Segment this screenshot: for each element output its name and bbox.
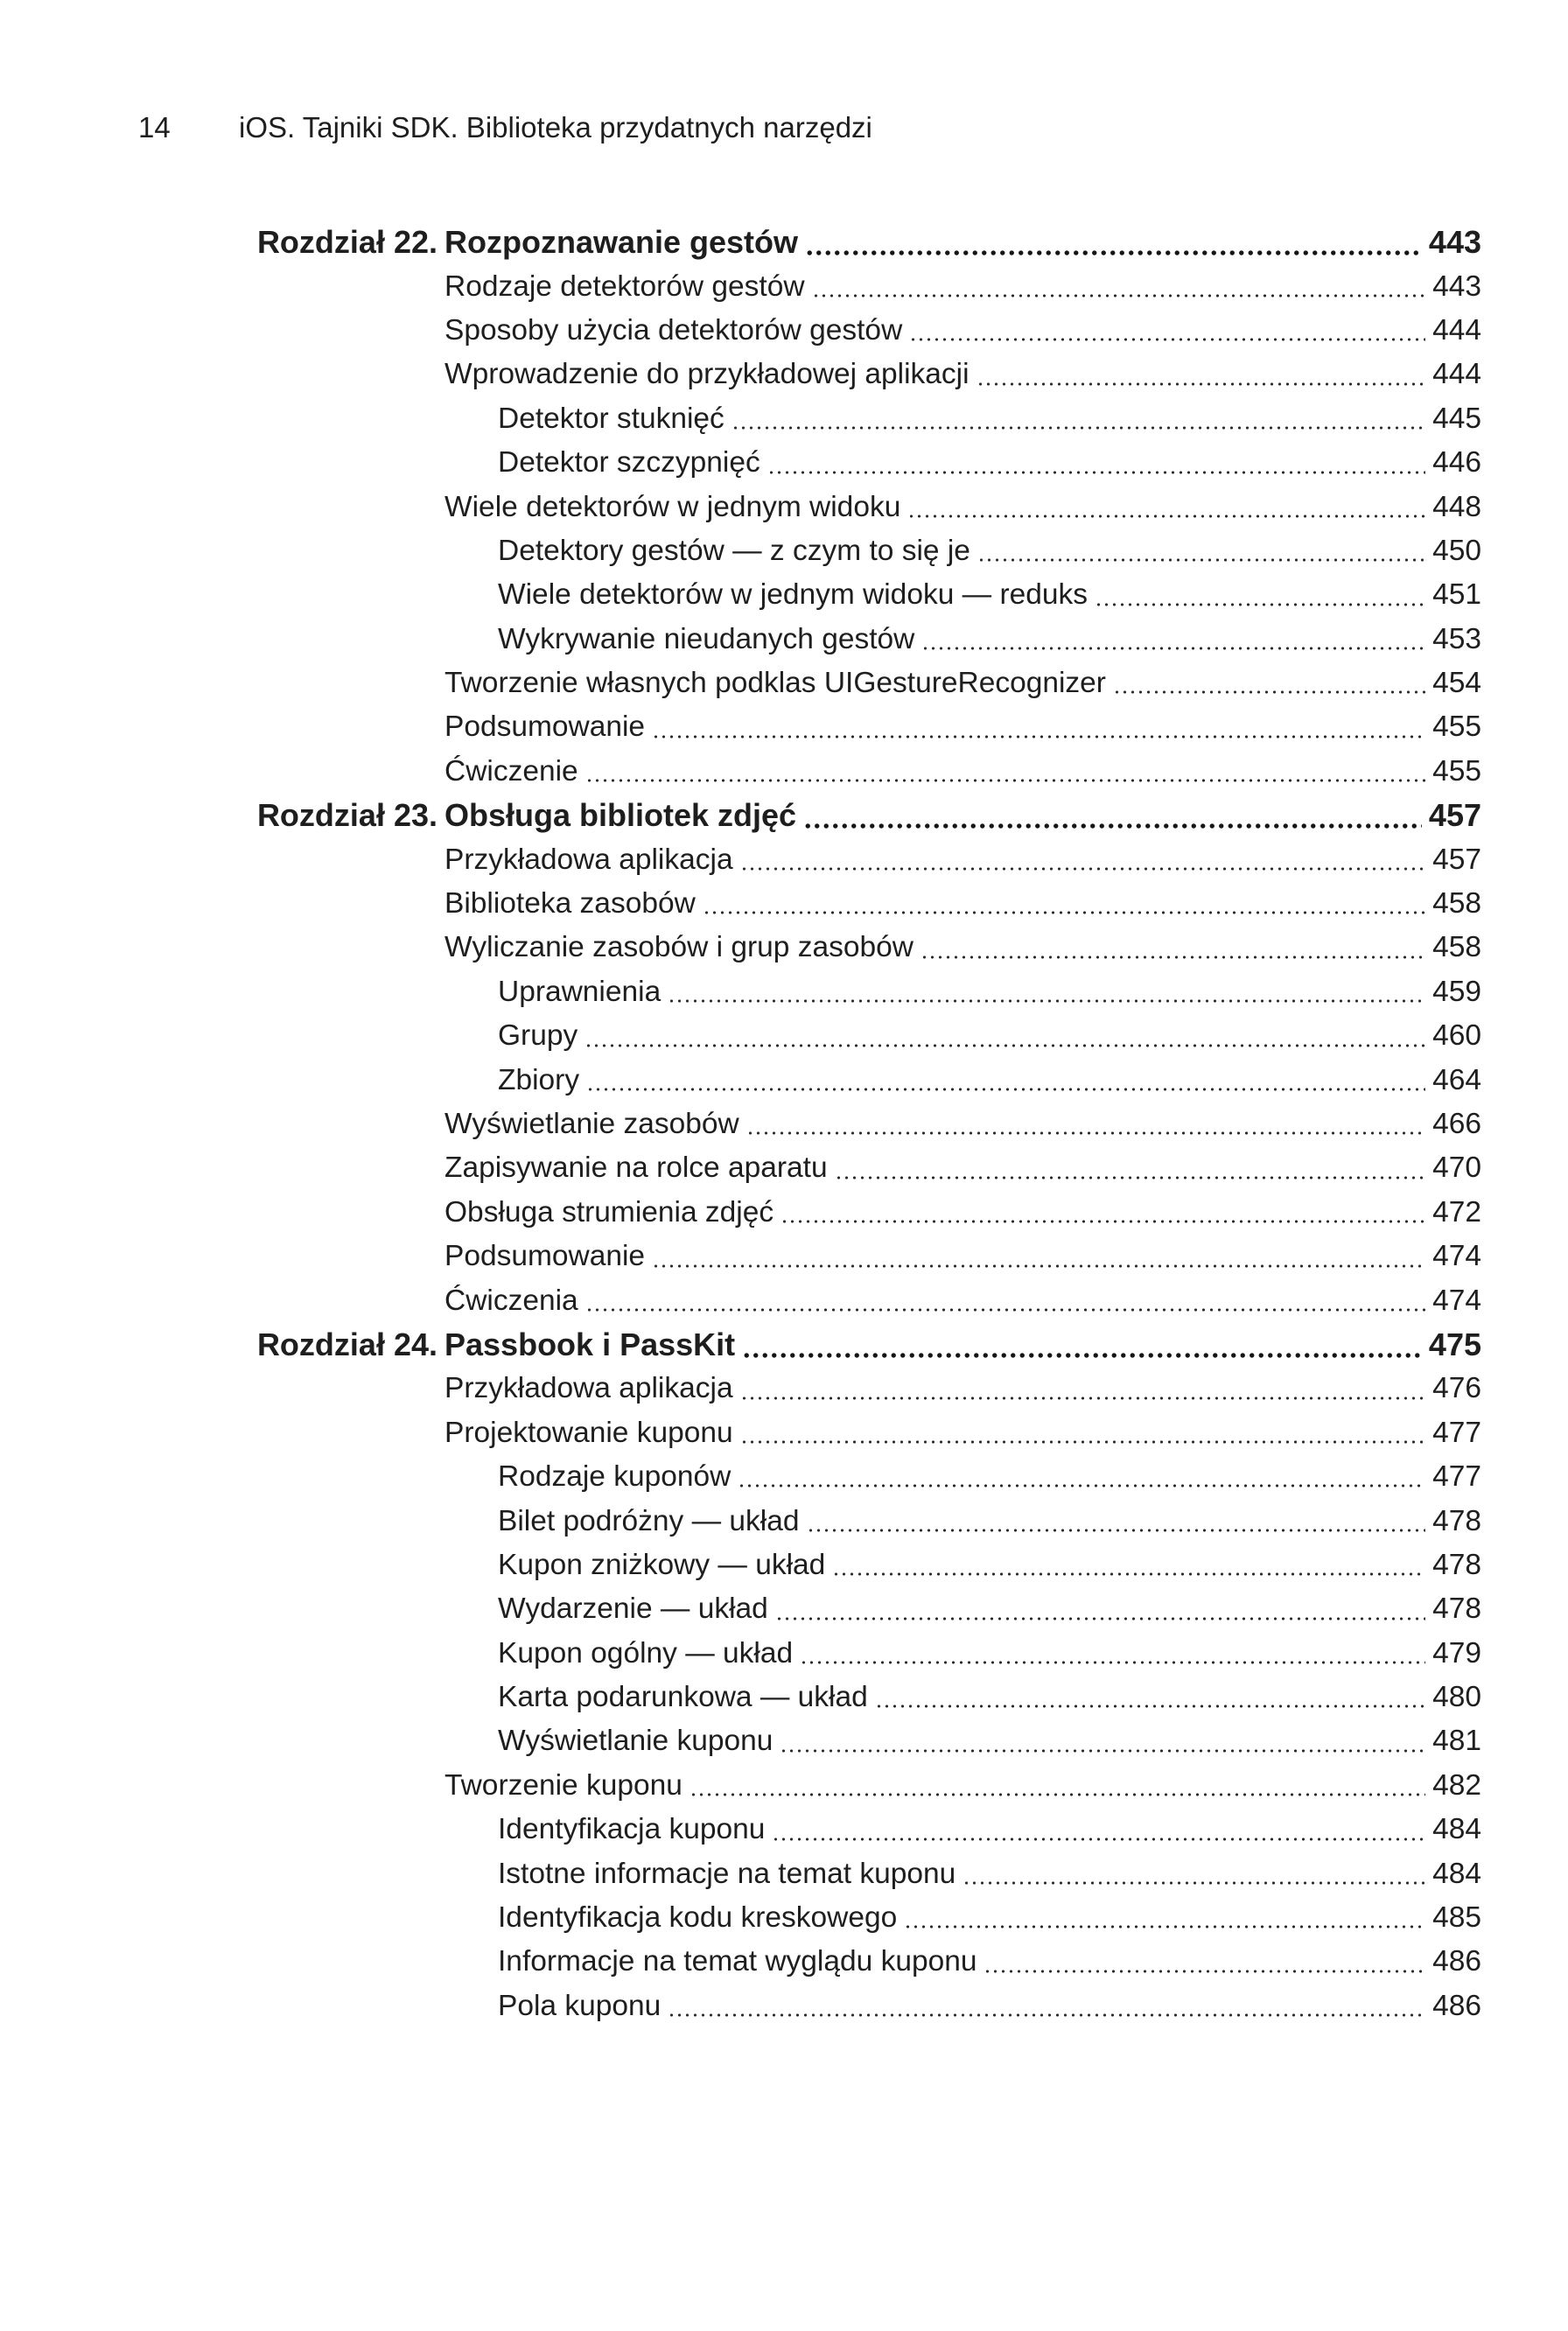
dot-leader — [742, 1329, 1422, 1361]
toc-entry — [241, 1852, 1481, 1895]
entry-page-number: 474 — [1432, 1240, 1481, 1273]
toc-entry — [241, 837, 1481, 881]
entry-page-number: 484 — [1432, 1813, 1481, 1846]
entry-page-number: 477 — [1432, 1416, 1481, 1449]
dot-leader — [1113, 668, 1425, 698]
dot-leader — [584, 1021, 1425, 1051]
toc-entry — [241, 1984, 1481, 2028]
entry-title: Kupon zniżkowy — układ — [498, 1548, 826, 1581]
entry-title: Uprawnienia — [498, 975, 662, 1008]
entry-page-number: 484 — [1432, 1857, 1481, 1890]
entry-page-number: 482 — [1432, 1768, 1481, 1802]
entry-page-number: 457 — [1428, 797, 1481, 834]
dot-leader — [775, 1595, 1425, 1625]
entry-page-number: 464 — [1432, 1063, 1481, 1096]
dot-leader — [832, 1550, 1425, 1580]
entry-page-number: 486 — [1432, 1989, 1481, 2022]
dot-leader — [586, 1066, 1425, 1096]
entry-title: Tworzenie własnych podklas UIGestureRecognizer — [444, 667, 1106, 700]
entry-page-number: 478 — [1432, 1504, 1481, 1537]
toc-entry — [241, 705, 1481, 749]
toc-entry — [241, 618, 1481, 662]
toc-chapter-entry — [241, 794, 1481, 837]
page-number: 14 — [138, 111, 171, 144]
entry-page-number: 458 — [1432, 887, 1481, 920]
toc-entry — [241, 1455, 1481, 1499]
dot-leader — [835, 1154, 1425, 1184]
toc-entry — [241, 1896, 1481, 1940]
entry-title: Grupy — [498, 1019, 578, 1053]
dot-leader — [904, 1903, 1425, 1933]
entry-title: Zbiory — [498, 1063, 580, 1096]
dot-leader — [652, 1242, 1425, 1271]
dot-leader — [767, 448, 1425, 478]
dot-leader — [977, 536, 1425, 566]
dot-leader — [740, 1418, 1425, 1448]
entry-page-number: 444 — [1432, 358, 1481, 391]
chapter-label: Rozdział 23. — [256, 797, 438, 834]
toc-entry — [241, 1235, 1481, 1278]
toc-entry — [241, 926, 1481, 970]
entry-title: Detektor stuknięć — [498, 402, 724, 435]
entry-title: Identyfikacja kodu kreskowego — [498, 1901, 898, 1935]
entry-page-number: 454 — [1432, 667, 1481, 700]
toc-entry — [241, 1146, 1481, 1190]
entry-title: Wykrywanie nieudanych gestów — [498, 622, 915, 655]
toc-entry — [241, 1808, 1481, 1852]
entry-page-number: 478 — [1432, 1592, 1481, 1626]
dot-leader — [812, 272, 1426, 302]
entry-title: Przykładowa aplikacja — [444, 843, 733, 876]
entry-title: Passbook i PassKit — [444, 1326, 736, 1362]
entry-title: Sposoby użycia detektorów gestów — [444, 313, 903, 346]
toc-entry — [241, 1632, 1481, 1676]
entry-page-number: 446 — [1432, 446, 1481, 480]
entry-page-number: 476 — [1432, 1372, 1481, 1405]
dot-leader — [921, 625, 1425, 654]
entry-title: Rodzaje kuponów — [498, 1460, 732, 1494]
toc-entry — [241, 1014, 1481, 1058]
dot-leader — [962, 1859, 1425, 1889]
entry-page-number: 475 — [1428, 1326, 1481, 1362]
entry-page-number: 478 — [1432, 1548, 1481, 1581]
entry-page-number: 457 — [1432, 843, 1481, 876]
entry-page-number: 479 — [1432, 1636, 1481, 1670]
toc-entry — [241, 264, 1481, 308]
entry-page-number: 455 — [1432, 710, 1481, 744]
entry-title: Wiele detektorów w jednym widoku — [444, 490, 901, 523]
toc-entry — [241, 1367, 1481, 1410]
table-of-contents — [241, 220, 1481, 2028]
book-title: iOS. Tajniki SDK. Biblioteka przydatnych narzędzi — [239, 111, 872, 144]
entry-page-number: 481 — [1432, 1725, 1481, 1758]
entry-page-number: 450 — [1432, 534, 1481, 567]
dot-leader — [780, 1198, 1425, 1228]
entry-title: Wiele detektorów w jednym widoku — reduks — [498, 578, 1088, 612]
toc-entry — [241, 1676, 1481, 1719]
dot-leader — [585, 757, 1425, 787]
dot-leader — [652, 713, 1425, 743]
entry-page-number: 455 — [1432, 754, 1481, 788]
dot-leader — [690, 1771, 1425, 1801]
toc-entry — [241, 1058, 1481, 1102]
toc-entry — [241, 573, 1481, 617]
entry-title: Wyświetlanie kuponu — [498, 1725, 774, 1758]
entry-title: Podsumowanie — [444, 710, 646, 744]
entry-page-number: 451 — [1432, 578, 1481, 612]
entry-page-number: 459 — [1432, 975, 1481, 1008]
chapter-label: Rozdział 24. — [256, 1326, 438, 1362]
entry-title: Obsługa bibliotek zdjęć — [444, 797, 797, 834]
entry-page-number: 453 — [1432, 622, 1481, 655]
entry-title: Ćwiczenie — [444, 754, 578, 788]
entry-title: Zapisywanie na rolce aparatu — [444, 1152, 828, 1185]
entry-title: Obsługa strumienia zdjęć — [444, 1195, 774, 1228]
toc-entry — [241, 882, 1481, 926]
entry-page-number: 480 — [1432, 1681, 1481, 1714]
dot-leader — [976, 360, 1426, 390]
entry-title: Detektory gestów — z czym to się je — [498, 534, 970, 567]
entry-title: Rozpoznawanie gestów — [444, 224, 799, 261]
running-header — [138, 110, 872, 145]
entry-page-number: 474 — [1432, 1284, 1481, 1317]
toc-entry — [241, 1499, 1481, 1543]
toc-entry — [241, 397, 1481, 441]
dot-leader — [800, 1639, 1425, 1669]
entry-page-number: 477 — [1432, 1460, 1481, 1494]
entry-title: Identyfikacja kuponu — [498, 1813, 766, 1846]
dot-leader — [803, 800, 1422, 831]
toc-entry — [241, 1719, 1481, 1763]
entry-title: Istotne informacje na temat kuponu — [498, 1857, 956, 1890]
entry-title: Wydarzenie — układ — [498, 1592, 768, 1626]
entry-page-number: 443 — [1428, 224, 1481, 261]
entry-page-number: 444 — [1432, 313, 1481, 346]
toc-entry — [241, 750, 1481, 794]
toc-entry — [241, 485, 1481, 528]
dot-leader — [780, 1727, 1425, 1757]
dot-leader — [668, 1992, 1425, 2021]
entry-page-number: 486 — [1432, 1945, 1481, 1978]
entry-title: Przykładowa aplikacja — [444, 1372, 733, 1405]
entry-title: Ćwiczenia — [444, 1284, 578, 1317]
toc-entry — [241, 1764, 1481, 1808]
dot-leader — [772, 1816, 1425, 1845]
entry-title: Kupon ogólny — układ — [498, 1636, 794, 1670]
dot-leader — [585, 1286, 1425, 1316]
dot-leader — [984, 1948, 1425, 1978]
entry-page-number: 466 — [1432, 1108, 1481, 1140]
chapter-label: Rozdział 22. — [256, 224, 438, 261]
dot-leader — [909, 316, 1425, 346]
dot-leader — [738, 1462, 1425, 1492]
dot-leader — [907, 493, 1425, 522]
toc-chapter-entry — [241, 220, 1481, 264]
dot-leader — [1095, 581, 1425, 611]
entry-page-number: 470 — [1432, 1152, 1481, 1185]
entry-title: Wyliczanie zasobów i grup zasobów — [444, 931, 914, 964]
toc-entry — [241, 1940, 1481, 1984]
entry-title: Karta podarunkowa — układ — [498, 1681, 868, 1714]
toc-chapter-entry — [241, 1323, 1481, 1367]
toc-entry — [241, 1102, 1481, 1146]
entry-page-number: 458 — [1432, 931, 1481, 964]
entry-page-number: 445 — [1432, 402, 1481, 435]
dot-leader — [875, 1683, 1425, 1712]
entry-title: Podsumowanie — [444, 1240, 646, 1273]
entry-page-number: 460 — [1432, 1019, 1481, 1053]
entry-title: Wyświetlanie zasobów — [444, 1108, 739, 1140]
entry-title: Biblioteka zasobów — [444, 887, 696, 920]
entry-title: Rodzaje detektorów gestów — [444, 270, 805, 303]
entry-page-number: 485 — [1432, 1901, 1481, 1935]
entry-page-number: 472 — [1432, 1195, 1481, 1228]
toc-entry — [241, 353, 1481, 396]
dot-leader — [668, 977, 1425, 1007]
entry-page-number: 443 — [1432, 270, 1481, 303]
toc-entry — [241, 970, 1481, 1014]
toc-entry — [241, 1411, 1481, 1455]
entry-title: Wprowadzenie do przykładowej aplikacji — [444, 358, 970, 391]
entry-title: Informacje na temat wyglądu kuponu — [498, 1945, 977, 1978]
toc-entry — [241, 662, 1481, 705]
dot-leader — [807, 1507, 1426, 1536]
toc-entry — [241, 1191, 1481, 1235]
dot-leader — [703, 889, 1425, 919]
entry-title: Detektor szczypnięć — [498, 446, 760, 480]
dot-leader — [740, 1375, 1426, 1404]
entry-title: Pola kuponu — [498, 1989, 662, 2022]
toc-entry — [241, 1278, 1481, 1322]
entry-title: Projektowanie kuponu — [444, 1416, 733, 1449]
toc-entry — [241, 529, 1481, 573]
dot-leader — [740, 845, 1426, 875]
toc-entry — [241, 309, 1481, 353]
dot-leader — [920, 934, 1425, 963]
toc-entry — [241, 1587, 1481, 1631]
toc-entry — [241, 441, 1481, 485]
dot-leader — [805, 227, 1422, 258]
entry-title: Tworzenie kuponu — [444, 1768, 682, 1802]
entry-title: Bilet podróżny — układ — [498, 1504, 800, 1537]
entry-page-number: 448 — [1432, 490, 1481, 523]
dot-leader — [746, 1110, 1425, 1139]
dot-leader — [732, 404, 1425, 434]
toc-entry — [241, 1544, 1481, 1587]
